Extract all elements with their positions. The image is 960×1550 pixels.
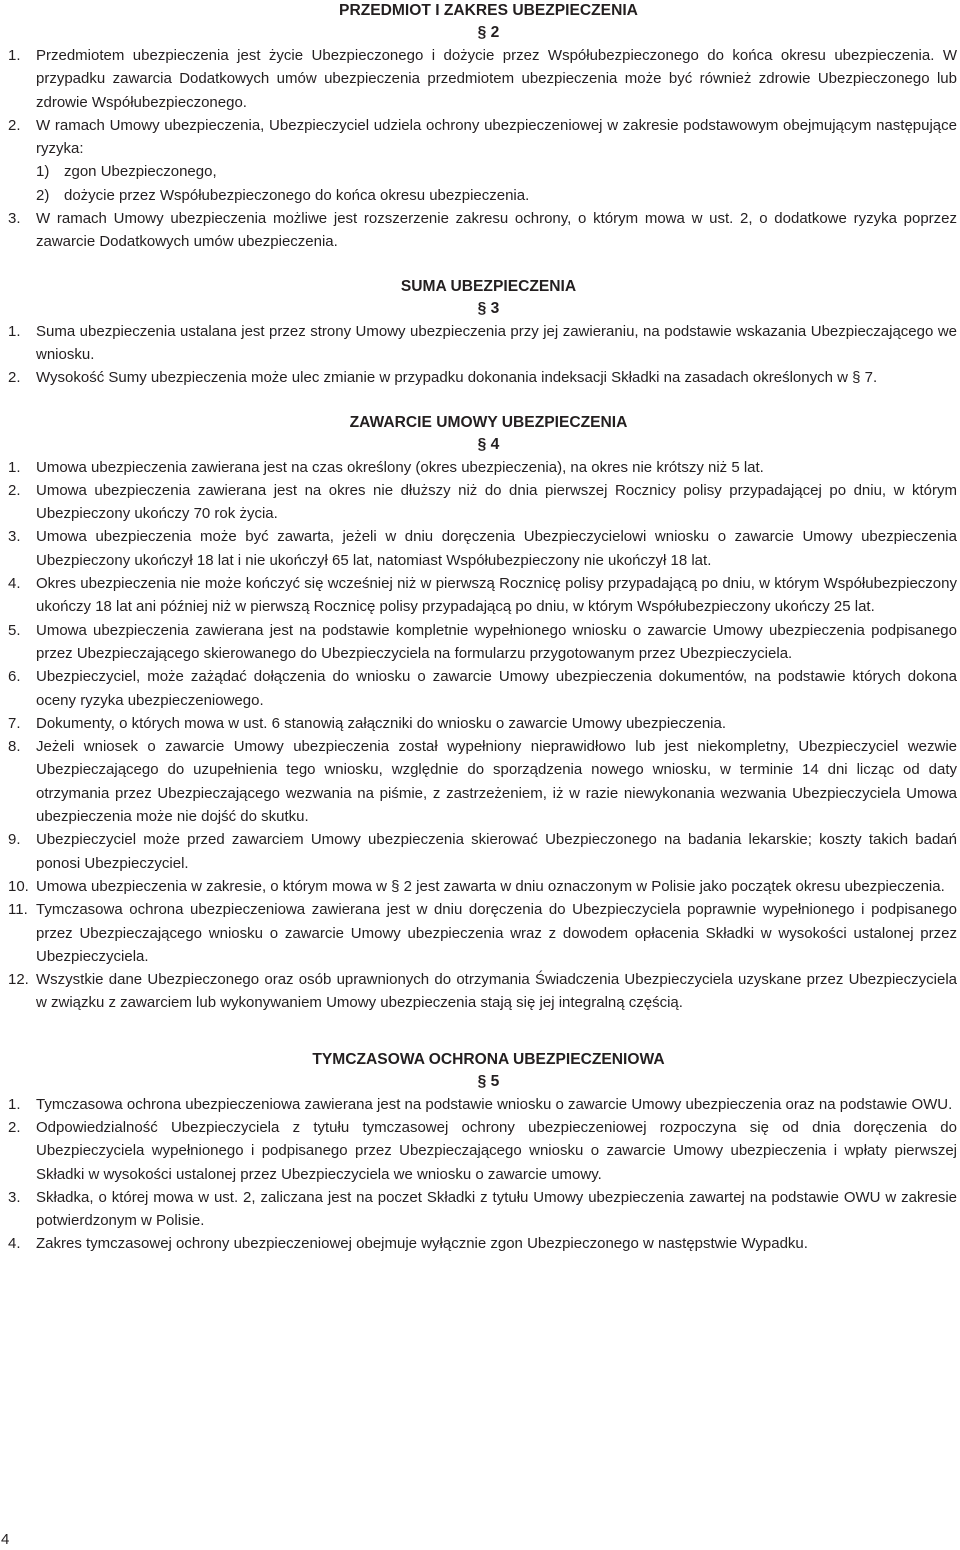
sub-item-number: 1) [36, 163, 50, 181]
item-number: 1. [8, 1095, 21, 1113]
numbered-list [8, 1093, 957, 1256]
list-item [8, 968, 957, 1015]
item-text: Wszystkie dane Ubezpieczonego oraz osób uprawnionych do otrzymania Świadczenia Ubezpieczyciela uzyskane przez Ubezpieczyciela w związku z zawarciem lub wykonywaniem Umowy ubezpieczenia stają się jej integralną częścią. [36, 971, 957, 1012]
sub-item [36, 184, 957, 207]
item-number: 1. [8, 322, 21, 340]
list-item [8, 572, 957, 619]
list-item [8, 619, 957, 666]
list-item [8, 665, 957, 712]
item-number: 11. [8, 901, 28, 919]
item-number: 7. [8, 714, 21, 732]
item-body [36, 114, 957, 207]
list-item [8, 456, 957, 479]
list-item [8, 1093, 957, 1116]
item-text: Przedmiotem ubezpieczenia jest życie Ubezpieczonego i dożycie przez Współubezpieczonego do końca okresu ubezpieczenia. W przypadku zawarcia Dodatkowych umów ubezpieczenia przedmiotem ubezpieczenia może być również zdrowie Ubezpieczonego lub zdrowie Współubezpieczonego. [36, 47, 957, 111]
list-item [8, 712, 957, 735]
list-item [8, 114, 957, 207]
item-number: 5. [8, 621, 21, 639]
paragraph-number: § 2 [477, 24, 500, 41]
list-item [8, 320, 957, 367]
paragraph-number: § 4 [477, 435, 500, 453]
numbered-list [8, 44, 957, 254]
document-page [8, 0, 957, 1256]
section-title: TYMCZASOWA OCHRONA UBEZPIECZENIOWA [312, 1050, 665, 1068]
spacer [8, 390, 957, 412]
item-text: Umowa ubezpieczenia może być zawarta, jeżeli w dniu doręczenia Ubezpieczycielowi wniosku o zawarcie Umowy ubezpieczenia Ubezpieczony ukończył 18 lat i nie ukończył 65 lat, natomiast Współubezpieczony nie ukończył 18 lat. [36, 528, 957, 569]
item-number: 3. [8, 1188, 21, 1206]
page-number: 4 [1, 1531, 10, 1548]
item-text: Zakres tymczasowej ochrony ubezpieczeniowej obejmuje wyłącznie zgon Ubezpieczonego w następstwie Wypadku. [36, 1235, 808, 1253]
item-text: W ramach Umowy ubezpieczenia możliwe jest rozszerzenie zakresu ochrony, o którym mowa w ust. 2, o dodatkowe ryzyka poprzez zawarcie Dodatkowych umów ubezpieczenia. [36, 210, 957, 251]
item-text: Umowa ubezpieczenia zawierana jest na czas określony (okres ubezpieczenia), na okres nie krótszy niż 5 lat. [36, 458, 764, 476]
item-text: Umowa ubezpieczenia zawierana jest na okres nie dłuższy niż do dnia pierwszej Rocznicy polisy przypadającej po dniu, w którym Ubezpieczony ukończy 70 rok życia. [36, 481, 957, 523]
list-item [8, 207, 957, 254]
item-number: 2. [8, 116, 21, 134]
item-number: 3. [8, 210, 21, 228]
item-number: 2. [8, 1118, 21, 1136]
list-item [8, 1116, 957, 1186]
sub-item-text: dożycie przez Współubezpieczonego do końca okresu ubezpieczenia. [64, 186, 530, 204]
item-number: 2. [8, 481, 21, 499]
paragraph-number: § 5 [477, 1072, 500, 1090]
item-number: 2. [8, 369, 21, 387]
item-number: 8. [8, 738, 21, 756]
item-number: 3. [8, 528, 21, 546]
item-text: Jeżeli wniosek o zawarcie Umowy ubezpieczenia został wypełniony nieprawidłowo lub jest niekompletny, Ubezpieczyciel wezwie Ubezpieczającego do uzupełnienia tego wniosku, względnie do sporządzenia nowego wniosku, w terminie 14 dni licząc od daty otrzymania przez Ubezpieczającego wezwania na piśmie, z zastrzeżeniem, iż w razie niewykonania wezwania Ubezpieczyciela Umowa ubezpieczenia może nie dojść do skutku. [36, 738, 957, 826]
list-item [8, 828, 957, 875]
item-text: Odpowiedzialność Ubezpieczyciela z tytułu tymczasowej ochrony ubezpieczeniowej rozpoczyna się od dnia doręczenia do Ubezpieczyciela wypełnionego i podpisanego przez Ubezpieczającego wniosku o zawarcie Umowy ubezpieczenia i wpłaty pierwszej Składki w wysokości ustalonej przez Ubezpieczyciela we wniosku o zawarcie umowy. [36, 1118, 957, 1183]
item-text: Składka, o której mowa w ust. 2, zaliczana jest na poczet Składki z tytułu Umowy ubezpieczenia zawartej na podstawie OWU w zakresie potwierdzonym w Polisie. [36, 1188, 957, 1230]
sub-item [36, 160, 957, 183]
list-item [8, 366, 957, 389]
item-number: 4. [8, 575, 21, 593]
item-text: Tymczasowa ochrona ubezpieczeniowa zawierana jest na podstawie wniosku o zawarcie Umowy ubezpieczenia oraz na podstawie OWU. [36, 1095, 953, 1113]
item-number: 1. [8, 47, 21, 64]
item-text: Okres ubezpieczenia nie może kończyć się wcześniej niż w pierwszą Rocznicę polisy przypadającą po dniu, w którym Współubezpieczony ukończy 18 lat ani później niż w pierwszą Rocznicę polisy przypadającą po dniu, w którym Współubezpieczony ukończy 25 lat. [36, 575, 957, 616]
item-text: Suma ubezpieczenia ustalana jest przez strony Umowy ubezpieczenia przy jej zawieraniu, na podstawie wskazania Ubezpieczającego we wniosku. [36, 322, 957, 363]
item-text: Tymczasowa ochrona ubezpieczeniowa zawierana jest w dniu doręczenia do Ubezpieczyciela poprawnie wypełnionego i podpisanego przez Ubezpieczającego wniosku o zawarcie Umowy ubezpieczenia wraz z dowodem opłacenia Składki w wysokości ustalonej przez Ubezpieczyciela. [36, 901, 957, 965]
item-text: Umowa ubezpieczenia zawierana jest na podstawie kompletnie wypełnionego wniosku o zawarcie Umowy ubezpieczenia podpisanego przez Ubezpieczającego skierowanego do Ubezpieczyciela na formularzu przygotowanym przez Ubezpieczyciela. [36, 621, 957, 662]
item-text: W ramach Umowy ubezpieczenia, Ubezpieczyciel udziela ochrony ubezpieczeniowej w zakresie podstawowym obejmującym następujące ryzyka: [36, 116, 957, 158]
section-title: ZAWARCIE UMOWY UBEZPIECZENIA [349, 413, 628, 431]
list-item [8, 898, 957, 968]
list-item [8, 44, 957, 114]
spacer [8, 254, 957, 276]
item-text: Ubezpieczyciel, może zażądać dołączenia do wniosku o zawarcie Umowy ubezpieczenia dokumentów, na podstawie których dokona oceny ryzyka ubezpieczeniowego. [36, 668, 957, 709]
item-number: 1. [8, 458, 21, 476]
paragraph-number: § 3 [477, 299, 500, 317]
item-number: 4. [8, 1235, 21, 1253]
sub-item-text: zgon Ubezpieczonego, [64, 163, 217, 181]
item-number: 10. [8, 877, 29, 895]
item-number: 9. [8, 831, 21, 849]
section-title: PRZEDMIOT I ZAKRES UBEZPIECZENIA [339, 2, 638, 19]
section-title: SUMA UBEZPIECZENIA [400, 277, 577, 295]
section-przedmiot [8, 0, 957, 254]
list-item [8, 735, 957, 828]
numbered-list [8, 456, 957, 1015]
list-item [8, 525, 957, 572]
item-number: 12. [8, 971, 29, 989]
list-item [8, 479, 957, 526]
item-text: Ubezpieczyciel może przed zawarciem Umowy ubezpieczenia skierować Ubezpieczonego na badania lekarskie; koszty takich badań ponosi Ubezpieczyciel. [36, 831, 957, 872]
item-text: Umowa ubezpieczenia w zakresie, o którym mowa w § 2 jest zawarta w dniu oznaczonym w Polisie jako początek okresu ubezpieczenia. [36, 877, 945, 895]
item-text: Wysokość Sumy ubezpieczenia może ulec zmianie w przypadku dokonania indeksacji Składki na zasadach określonych w § 7. [36, 369, 878, 387]
section-zawarcie [8, 412, 957, 1015]
list-item [8, 1232, 957, 1255]
list-item [8, 875, 957, 898]
numbered-list [8, 320, 957, 390]
section-tymczasowa [8, 1049, 957, 1256]
item-number: 6. [8, 668, 21, 686]
spacer [8, 1015, 957, 1049]
list-item [8, 1186, 957, 1233]
sub-item-number: 2) [36, 186, 50, 204]
section-suma [8, 276, 957, 390]
item-text: Dokumenty, o których mowa w ust. 6 stanowią załączniki do wniosku o zawarcie Umowy ubezpieczenia. [36, 714, 727, 732]
